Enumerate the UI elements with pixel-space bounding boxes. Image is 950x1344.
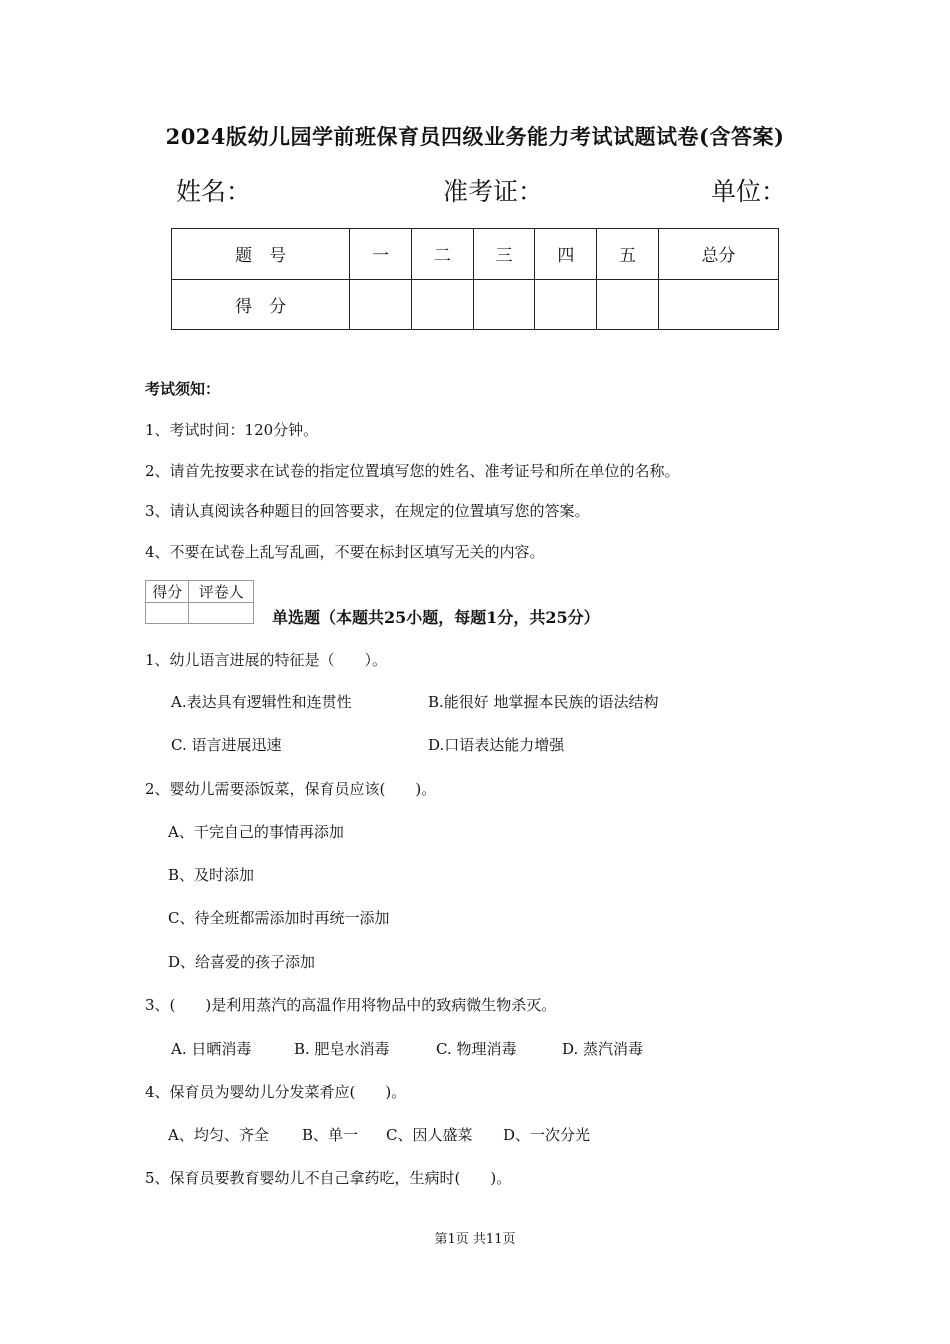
exam-id-field-label: 准考证： bbox=[443, 177, 544, 206]
question-option: B、及时添加 bbox=[168, 866, 255, 884]
score-table-cell: 二 bbox=[412, 229, 474, 280]
score-table bbox=[171, 228, 779, 330]
question-option: D、一次分光 bbox=[503, 1126, 591, 1144]
question-option: B、单一 bbox=[302, 1126, 359, 1144]
question-option: A.表达具有逻辑性和连贯性 bbox=[171, 693, 352, 711]
question-stem: 5、保育员要教育婴幼儿不自己拿药吃，生病时( )。 bbox=[145, 1169, 512, 1187]
score-table-cell: 三 bbox=[473, 229, 535, 280]
unit-field-label: 单位： bbox=[711, 177, 787, 206]
score-table-cell: 四 bbox=[535, 229, 597, 280]
score-table-cell: 五 bbox=[597, 229, 659, 280]
score-table-cell: 一 bbox=[350, 229, 412, 280]
grader-name-label: 评卷人 bbox=[189, 581, 254, 603]
score-table-header-row bbox=[172, 229, 779, 280]
question-stem: 4、保育员为婴幼儿分发菜肴应( )。 bbox=[145, 1083, 407, 1101]
score-table-cell: 总分 bbox=[658, 229, 778, 280]
score-table-cell: 得 分 bbox=[172, 279, 350, 330]
score-input-cell bbox=[535, 279, 597, 330]
question-option: C. 语言进展迅速 bbox=[171, 736, 282, 754]
score-input-cell bbox=[658, 279, 778, 330]
question-option: D.口语表达能力增强 bbox=[428, 736, 565, 754]
notice-item: 1、考试时间：120分钟。 bbox=[145, 421, 319, 439]
score-input-cell bbox=[473, 279, 535, 330]
question-option: C. 物理消毒 bbox=[436, 1040, 517, 1058]
notice-heading: 考试须知： bbox=[145, 380, 221, 398]
question-option: A、干完自己的事情再添加 bbox=[168, 823, 344, 841]
score-input-cell bbox=[597, 279, 659, 330]
page-title: 2024版幼儿园学前班保育员四级业务能力考试试题试卷(含答案) bbox=[165, 124, 785, 149]
question-option: A. 日晒消毒 bbox=[171, 1040, 252, 1058]
notice-item: 4、不要在试卷上乱写乱画，不要在标封区填写无关的内容。 bbox=[145, 543, 545, 561]
question-option: B.能很好 地掌握本民族的语法结构 bbox=[428, 693, 659, 711]
question-option: C、待全班都需添加时再统一添加 bbox=[168, 909, 390, 927]
question-option: D、给喜爱的孩子添加 bbox=[168, 953, 316, 971]
question-option: C、因人盛菜 bbox=[386, 1126, 473, 1144]
notice-item: 2、请首先按要求在试卷的指定位置填写您的姓名、准考证号和所在单位的名称。 bbox=[145, 462, 680, 480]
score-table-score-row bbox=[172, 279, 779, 330]
grader-box bbox=[145, 580, 254, 624]
grader-score-label: 得分 bbox=[146, 581, 189, 603]
question-stem: 2、婴幼儿需要添饭菜，保育员应该( )。 bbox=[145, 780, 437, 798]
name-field-label: 姓名： bbox=[176, 177, 252, 206]
question-option: D. 蒸汽消毒 bbox=[562, 1040, 644, 1058]
question-stem: 1、幼儿语言进展的特征是（ ）。 bbox=[145, 651, 388, 669]
question-option: A、均匀、齐全 bbox=[168, 1126, 269, 1144]
question-stem: 3、( )是利用蒸汽的高温作用将物品中的致病微生物杀灭。 bbox=[145, 996, 557, 1014]
question-option: B. 肥皂水消毒 bbox=[294, 1040, 390, 1058]
page-footer: 第1页 共11页 bbox=[434, 1232, 516, 1247]
score-table-cell: 题 号 bbox=[172, 229, 350, 280]
notice-item: 3、请认真阅读各种题目的回答要求，在规定的位置填写您的答案。 bbox=[145, 502, 590, 520]
grader-score-cell bbox=[146, 603, 189, 624]
score-input-cell bbox=[412, 279, 474, 330]
score-input-cell bbox=[350, 279, 412, 330]
section-title: 单选题（本题共25小题，每题1分，共25分） bbox=[272, 608, 600, 627]
grader-name-cell bbox=[189, 603, 254, 624]
